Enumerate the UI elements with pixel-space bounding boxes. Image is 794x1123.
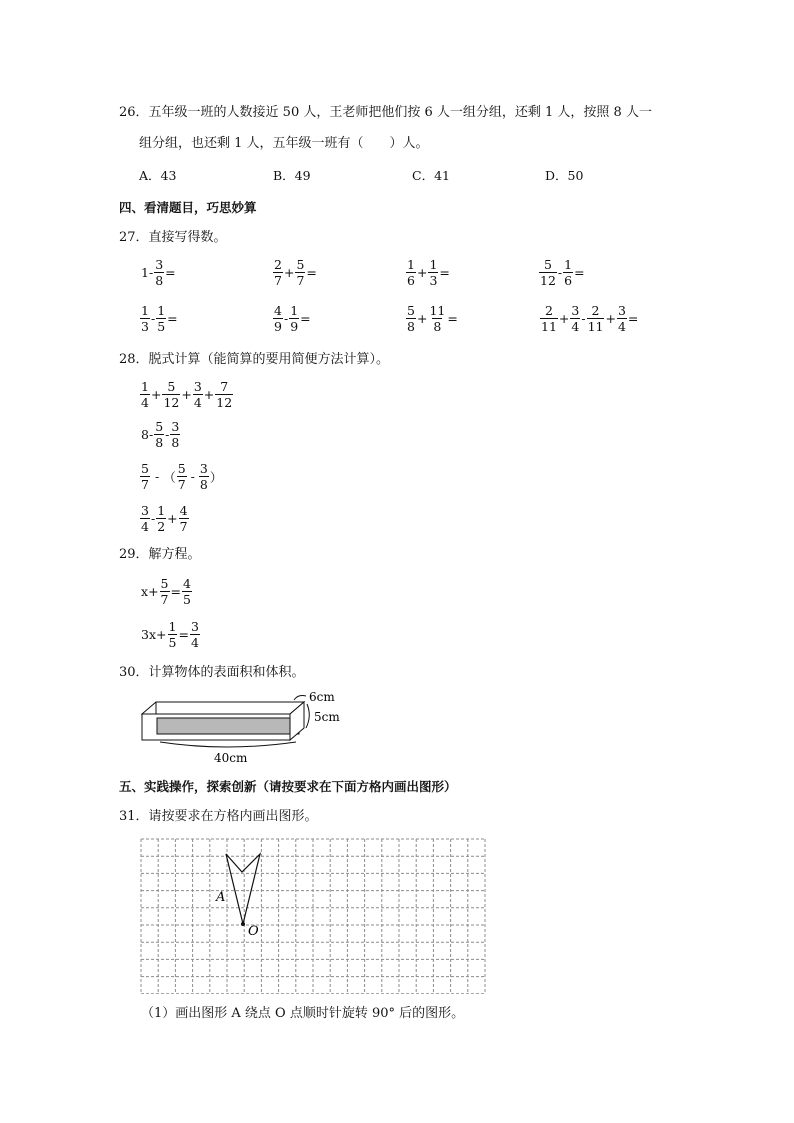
equals: = (306, 265, 317, 280)
q26-line1: 26．五年级一班的人数接近 50 人，王老师把他们按 6 人一组分组，还剩 1 人，按照 8 人一 (119, 105, 652, 120)
fraction: $\frac{3}{4}$ (190, 619, 199, 650)
shape-a-label: A (216, 890, 226, 905)
q28-expr-1 (139, 380, 234, 409)
operator: - (165, 427, 170, 442)
q26-option-c[interactable]: C．41 (412, 168, 450, 183)
q27-title: 27．直接写得数。 (119, 230, 227, 245)
length-dimension-mark (160, 742, 296, 747)
fraction: 2 11 (587, 303, 604, 334)
q26-option-b[interactable]: B．49 (273, 168, 311, 183)
q26-line2: 组分组，也还剩 1 人，五年级一班有（ ）人。 (139, 136, 429, 151)
fraction: $\frac{1}{3}$ (429, 257, 438, 288)
fraction: 3 4 (141, 503, 149, 534)
right-paren: ） (209, 469, 223, 485)
operator: + (558, 311, 570, 326)
variable: 3x (141, 627, 157, 642)
operator: - (154, 469, 160, 484)
section5-title: 五、实践操作，探索创新（请按要求在下面方格内画出图形） (119, 779, 457, 794)
q27-item-2 (272, 258, 317, 287)
q29-equation-1 (141, 577, 193, 606)
q27-item-1 (141, 258, 176, 287)
q27-item-7 (405, 304, 458, 333)
equals: = (165, 265, 176, 280)
equals: = (439, 265, 450, 280)
point-o (241, 922, 245, 926)
operator: + (605, 311, 616, 326)
fraction: 2 7 (274, 257, 282, 288)
equals: = (178, 627, 189, 642)
operator: - (148, 427, 154, 442)
q27-item-3 (405, 258, 450, 287)
operator: - (150, 511, 156, 526)
shape-a (226, 854, 260, 924)
fraction: $\frac{5}{12}$ (163, 379, 180, 410)
grid-figure (140, 838, 486, 994)
section4-title: 四、看清题目，巧思妙算 (119, 200, 257, 215)
fraction: 1 4 (141, 379, 149, 410)
q26-option-d[interactable]: D．50 (545, 168, 584, 183)
fraction: $\frac{3}{4}$ (193, 379, 202, 410)
fraction: $\frac{5}{7}$ (296, 257, 305, 288)
operator: + (150, 387, 162, 402)
height-label: 5cm (314, 710, 340, 724)
operator: + (416, 311, 428, 326)
fraction: $\frac{3}{8}$ (155, 257, 164, 288)
fraction: $\frac{1}{5}$ (157, 303, 166, 334)
q28-expr-4 (139, 504, 190, 533)
fraction: 2 11 (541, 303, 557, 334)
operator: + (148, 584, 159, 599)
equals: = (627, 311, 639, 326)
q26-option-a[interactable]: A．43 (139, 168, 177, 183)
operator: - (150, 311, 156, 326)
equals: = (574, 265, 585, 280)
fraction: $\frac{4}{7}$ (179, 503, 188, 534)
q27-item-8 (539, 304, 638, 333)
whole-number: 8 (141, 427, 149, 442)
equals: = (300, 311, 311, 326)
whole-number: 1 (141, 265, 149, 280)
width-dimension-mark (294, 696, 306, 701)
operator: + (416, 265, 428, 280)
operator: + (167, 511, 178, 526)
length-label: 40cm (214, 751, 248, 764)
fraction: 1 3 (141, 303, 149, 334)
fraction: 5 12 (540, 257, 556, 288)
q30-title: 30．计算物体的表面积和体积。 (119, 665, 305, 680)
fraction: 1 2 (157, 503, 166, 534)
cuboid-top-face (142, 702, 304, 714)
fraction: 3 8 (199, 461, 208, 492)
fraction: $\frac{1}{6}$ (564, 257, 573, 288)
fraction: $\frac{3}{4}$ (571, 303, 580, 334)
fraction: $\frac{7}{12}$ (216, 379, 233, 410)
equals: = (167, 311, 178, 326)
operator: + (156, 627, 167, 642)
fraction: 5 7 (177, 461, 186, 492)
equals: = (170, 584, 181, 599)
fraction: $\frac{1}{5}$ (168, 619, 177, 650)
fraction: $\frac{5}{7}$ (160, 576, 169, 607)
q27-item-6 (272, 304, 311, 333)
operator: - (283, 311, 289, 326)
q28-title: 28．脱式计算（能简算的要用简便方法计算）。 (119, 352, 390, 367)
q31-title: 31．请按要求在方格内画出图形。 (119, 809, 318, 824)
q29-equation-2 (141, 620, 201, 649)
operator: - (190, 469, 195, 484)
cuboid-shaded-face (157, 718, 299, 734)
equals: = (447, 311, 458, 326)
operator: - (148, 265, 154, 280)
height-dimension-mark (306, 704, 309, 728)
fraction: 5 8 (407, 303, 415, 334)
width-label: 6cm (309, 692, 335, 704)
q28-expr-3 (139, 462, 222, 491)
fraction: 3 8 (171, 419, 180, 450)
q28-expr-2 (141, 420, 181, 449)
variable: x (141, 584, 149, 599)
point-o-label: O (248, 924, 259, 939)
fraction: 5 8 (155, 419, 164, 450)
fraction: 1 6 (407, 257, 415, 288)
fraction: $\frac{4}{5}$ (182, 576, 191, 607)
q29-title: 29．解方程。 (119, 547, 201, 562)
dashed-grid (141, 839, 485, 994)
cuboid-figure (136, 692, 346, 764)
fraction: $\frac{11}{8}$ (429, 303, 446, 334)
left-paren: （ (163, 469, 176, 485)
operator: - (557, 265, 563, 280)
operator: + (203, 387, 215, 402)
fraction: $\frac{1}{9}$ (290, 303, 299, 334)
fraction: 4 9 (274, 303, 282, 334)
operator: - (581, 311, 586, 326)
fraction: $\frac{3}{4}$ (617, 303, 626, 334)
q27-item-5 (139, 304, 178, 333)
fraction: 5 7 (141, 461, 149, 492)
operator: + (283, 265, 295, 280)
q27-item-4 (538, 258, 585, 287)
operator: + (181, 387, 192, 402)
q31-sub1: （1）画出图形 A 绕点 O 点顺时针旋转 90° 后的图形。 (141, 1006, 465, 1021)
